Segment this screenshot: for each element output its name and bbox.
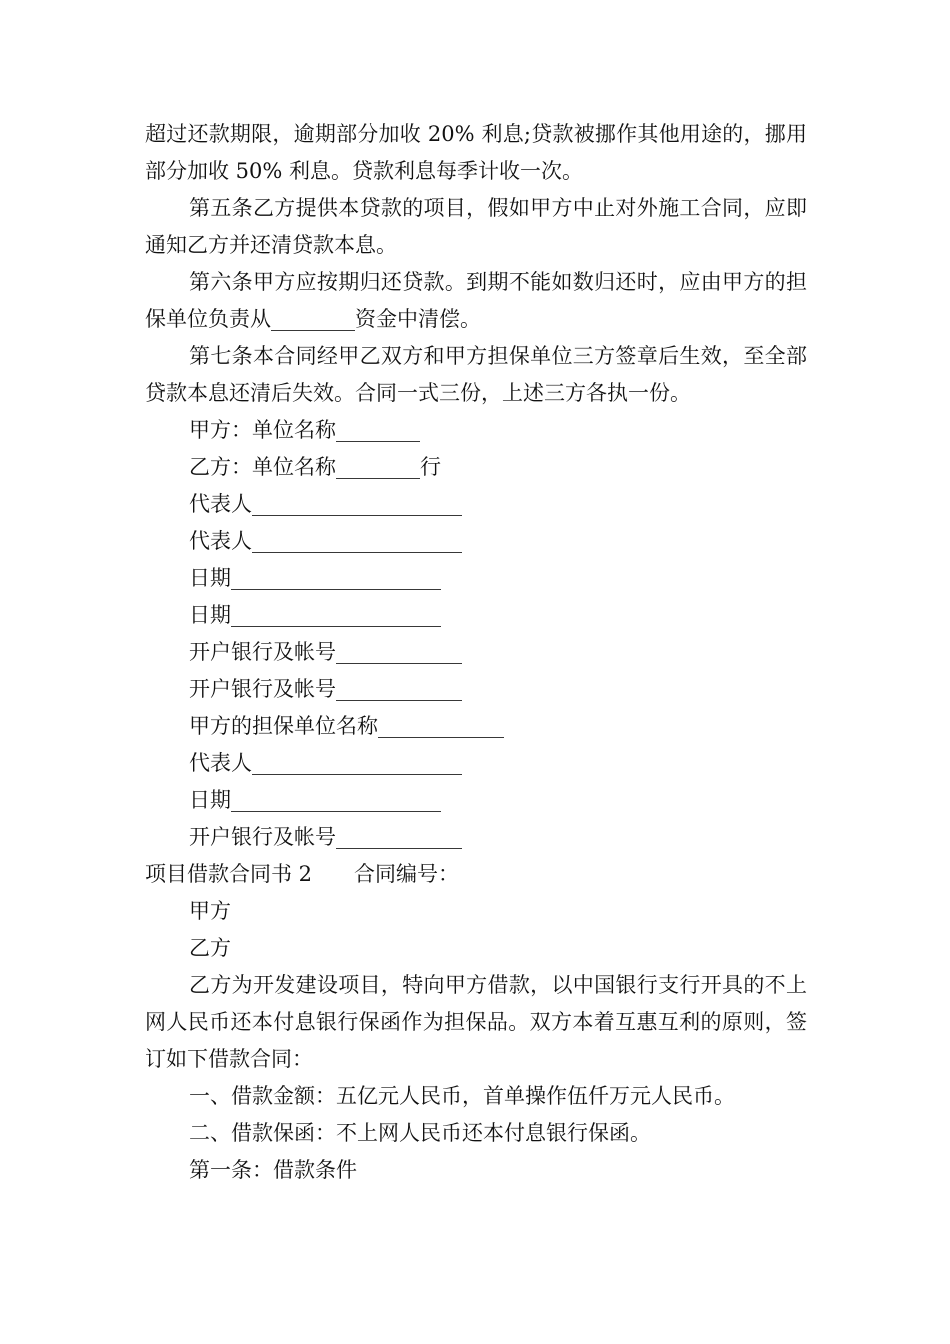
signature-bank-account: 开户银行及帐号____________: [189, 640, 462, 664]
signature-representative: 代表人____________________: [189, 751, 462, 775]
signature-party-a-name: 甲方：单位名称________: [189, 418, 420, 442]
party-a-label: 甲方: [189, 899, 231, 923]
signature-bank-account: 开户银行及帐号____________: [189, 677, 462, 701]
paragraph-article-1-heading: 第一条：借款条件: [189, 1158, 357, 1182]
signature-party-b-name: 乙方：单位名称________行: [189, 455, 441, 479]
signature-date: 日期____________________: [189, 788, 441, 812]
paragraph-loan-amount: 一、借款金额：五亿元人民币，首单操作伍仟万元人民币。: [189, 1084, 735, 1108]
signature-representative: 代表人____________________: [189, 529, 462, 553]
signature-representative: 代表人____________________: [189, 492, 462, 516]
paragraph-article-5: 第五条乙方提供本贷款的项目，假如甲方中止对外施工合同，应即通知乙方并还清贷款本息。: [145, 196, 807, 257]
signature-date: 日期____________________: [189, 566, 441, 590]
contract-2-title: 项目借款合同书 2 合同编号：: [145, 862, 460, 886]
paragraph-loan-guarantee: 二、借款保函：不上网人民币还本付息银行保函。: [189, 1121, 651, 1145]
paragraph-article-7: 第七条本合同经甲乙双方和甲方担保单位三方签章后生效，至全部贷款本息还清后失效。合同一式三份，上述三方各执一份。: [145, 344, 807, 405]
paragraph-overdue-interest: 超过还款期限，逾期部分加收 20% 利息;贷款被挪作其他用途的，挪用部分加收 50% 利息。贷款利息每季计收一次。: [145, 122, 807, 183]
signature-bank-account: 开户银行及帐号____________: [189, 825, 462, 849]
signature-date: 日期____________________: [189, 603, 441, 627]
paragraph-article-6: 第六条甲方应按期归还贷款。到期不能如数归还时，应由甲方的担保单位负责从________资金中清偿。: [145, 270, 807, 331]
document-body: [145, 116, 807, 1189]
paragraph-loan-intro: 乙方为开发建设项目，特向甲方借款，以中国银行支行开具的不上网人民币还本付息银行保函作为担保品。双方本着互惠互利的原则，签订如下借款合同：: [145, 973, 807, 1071]
party-b-label: 乙方: [189, 936, 231, 960]
signature-guarantor-name: 甲方的担保单位名称____________: [189, 714, 504, 738]
